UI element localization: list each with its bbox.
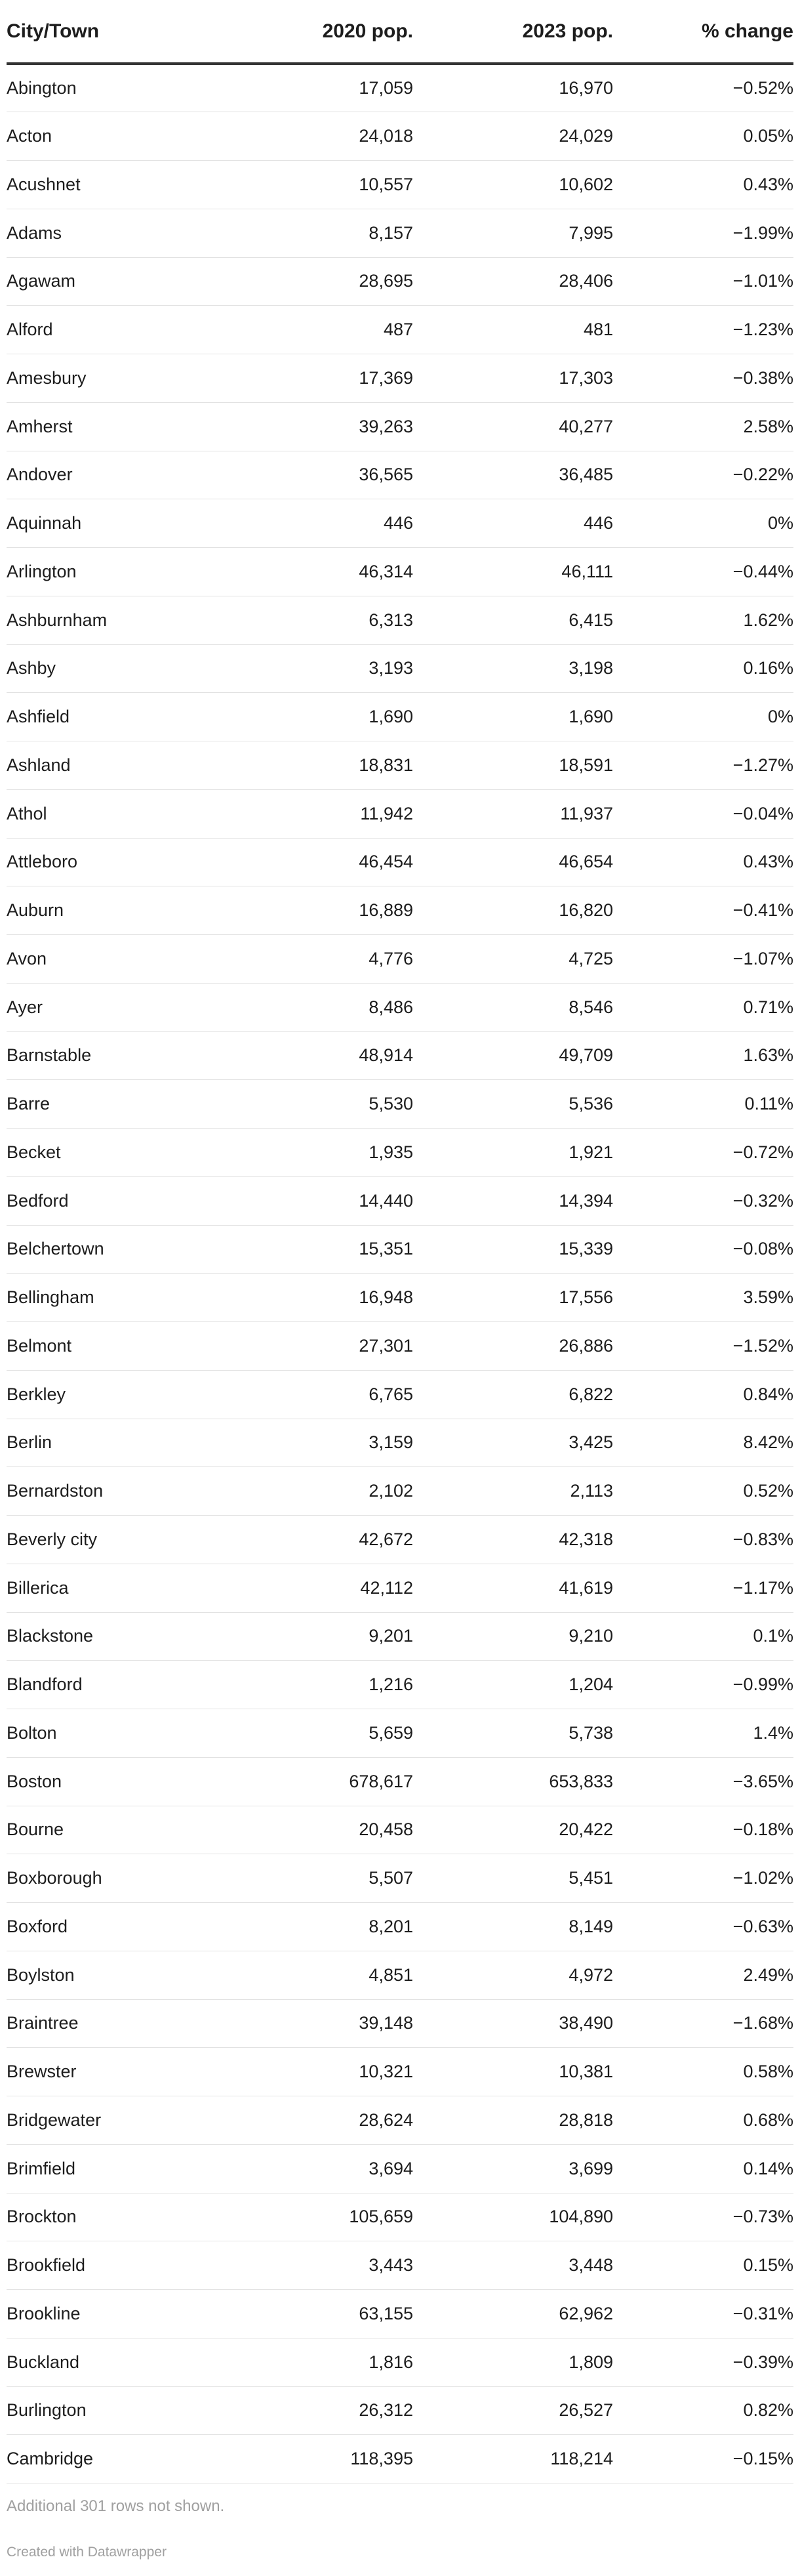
cell-2023-pop: 3,448 bbox=[413, 2241, 613, 2290]
cell-pct-change: −1.01% bbox=[613, 257, 793, 306]
cell-2023-pop: 62,962 bbox=[413, 2290, 613, 2338]
table-header bbox=[7, 0, 793, 64]
table-row bbox=[7, 1661, 793, 1709]
cell-2020-pop: 27,301 bbox=[223, 1322, 413, 1371]
cell-pct-change: 0.1% bbox=[613, 1612, 793, 1661]
cell-2023-pop: 16,820 bbox=[413, 886, 613, 935]
cell-2020-pop: 16,889 bbox=[223, 886, 413, 935]
cell-pct-change: −0.73% bbox=[613, 2193, 793, 2241]
cell-pct-change: −1.27% bbox=[613, 741, 793, 790]
cell-2020-pop: 118,395 bbox=[223, 2435, 413, 2483]
cell-city-town: Acushnet bbox=[7, 161, 223, 209]
table-row bbox=[7, 1129, 793, 1177]
table-row bbox=[7, 2144, 793, 2193]
cell-2020-pop: 28,624 bbox=[223, 2096, 413, 2145]
cell-city-town: Adams bbox=[7, 209, 223, 257]
cell-pct-change: 0.68% bbox=[613, 2096, 793, 2145]
table-row bbox=[7, 2096, 793, 2145]
cell-pct-change: −0.41% bbox=[613, 886, 793, 935]
cell-2023-pop: 1,809 bbox=[413, 2338, 613, 2386]
cell-pct-change: −0.22% bbox=[613, 451, 793, 499]
table-row bbox=[7, 1854, 793, 1903]
cell-2023-pop: 16,970 bbox=[413, 64, 613, 112]
cell-2023-pop: 5,536 bbox=[413, 1080, 613, 1129]
cell-city-town: Brockton bbox=[7, 2193, 223, 2241]
cell-pct-change: −1.02% bbox=[613, 1854, 793, 1903]
cell-city-town: Boxborough bbox=[7, 1854, 223, 1903]
cell-2020-pop: 46,314 bbox=[223, 548, 413, 596]
cell-city-town: Brookfield bbox=[7, 2241, 223, 2290]
table-row bbox=[7, 596, 793, 644]
cell-2023-pop: 9,210 bbox=[413, 1612, 613, 1661]
cell-2023-pop: 20,422 bbox=[413, 1806, 613, 1854]
cell-city-town: Blackstone bbox=[7, 1612, 223, 1661]
cell-pct-change: 0.71% bbox=[613, 983, 793, 1031]
table-row bbox=[7, 2048, 793, 2096]
table-row bbox=[7, 1806, 793, 1854]
cell-pct-change: 0% bbox=[613, 693, 793, 741]
cell-2023-pop: 5,738 bbox=[413, 1709, 613, 1758]
cell-2023-pop: 10,602 bbox=[413, 161, 613, 209]
header-2020-pop[interactable]: 2020 pop. bbox=[223, 0, 413, 64]
cell-pct-change: 8.42% bbox=[613, 1419, 793, 1467]
cell-2020-pop: 3,694 bbox=[223, 2144, 413, 2193]
cell-pct-change: −0.83% bbox=[613, 1516, 793, 1564]
table-row bbox=[7, 644, 793, 693]
table-row bbox=[7, 983, 793, 1031]
table-row bbox=[7, 1176, 793, 1225]
table-row bbox=[7, 1322, 793, 1371]
datawrapper-credit[interactable]: Created with Datawrapper bbox=[7, 2545, 167, 2560]
cell-pct-change: 0.15% bbox=[613, 2241, 793, 2290]
table-row bbox=[7, 451, 793, 499]
cell-city-town: Abington bbox=[7, 64, 223, 112]
cell-pct-change: −1.07% bbox=[613, 935, 793, 984]
cell-city-town: Athol bbox=[7, 789, 223, 838]
table-row bbox=[7, 693, 793, 741]
cell-2023-pop: 4,725 bbox=[413, 935, 613, 984]
cell-pct-change: −0.31% bbox=[613, 2290, 793, 2338]
cell-city-town: Berkley bbox=[7, 1370, 223, 1419]
cell-city-town: Burlington bbox=[7, 2386, 223, 2435]
cell-pct-change: −0.38% bbox=[613, 354, 793, 403]
cell-2023-pop: 6,822 bbox=[413, 1370, 613, 1419]
cell-2023-pop: 6,415 bbox=[413, 596, 613, 644]
cell-2023-pop: 38,490 bbox=[413, 1999, 613, 2048]
cell-2020-pop: 2,102 bbox=[223, 1467, 413, 1516]
cell-pct-change: −0.18% bbox=[613, 1806, 793, 1854]
cell-2023-pop: 3,699 bbox=[413, 2144, 613, 2193]
table-row bbox=[7, 548, 793, 596]
cell-pct-change: 0% bbox=[613, 499, 793, 548]
cell-pct-change: −0.99% bbox=[613, 1661, 793, 1709]
cell-pct-change: 0.14% bbox=[613, 2144, 793, 2193]
table-row bbox=[7, 1419, 793, 1467]
cell-pct-change: −0.63% bbox=[613, 1903, 793, 1951]
table-row bbox=[7, 1274, 793, 1322]
cell-pct-change: −0.39% bbox=[613, 2338, 793, 2386]
cell-2020-pop: 39,263 bbox=[223, 402, 413, 451]
cell-2023-pop: 2,113 bbox=[413, 1467, 613, 1516]
cell-pct-change: −0.04% bbox=[613, 789, 793, 838]
cell-2023-pop: 4,972 bbox=[413, 1951, 613, 1999]
cell-2023-pop: 10,381 bbox=[413, 2048, 613, 2096]
table-row bbox=[7, 741, 793, 790]
cell-pct-change: 0.43% bbox=[613, 161, 793, 209]
cell-city-town: Barre bbox=[7, 1080, 223, 1129]
header-2023-pop[interactable]: 2023 pop. bbox=[413, 0, 613, 64]
table-row bbox=[7, 838, 793, 886]
cell-2023-pop: 5,451 bbox=[413, 1854, 613, 1903]
table-body bbox=[7, 64, 793, 2483]
cell-2020-pop: 28,695 bbox=[223, 257, 413, 306]
cell-2023-pop: 28,818 bbox=[413, 2096, 613, 2145]
cell-pct-change: −0.44% bbox=[613, 548, 793, 596]
table-row bbox=[7, 257, 793, 306]
cell-2023-pop: 42,318 bbox=[413, 1516, 613, 1564]
cell-2023-pop: 1,204 bbox=[413, 1661, 613, 1709]
table-row bbox=[7, 2241, 793, 2290]
cell-2020-pop: 3,193 bbox=[223, 644, 413, 693]
cell-city-town: Andover bbox=[7, 451, 223, 499]
cell-2020-pop: 46,454 bbox=[223, 838, 413, 886]
cell-city-town: Brookline bbox=[7, 2290, 223, 2338]
cell-pct-change: −0.52% bbox=[613, 64, 793, 112]
table-row bbox=[7, 2435, 793, 2483]
cell-pct-change: 2.58% bbox=[613, 402, 793, 451]
cell-2020-pop: 14,440 bbox=[223, 1176, 413, 1225]
cell-pct-change: −0.08% bbox=[613, 1225, 793, 1274]
cell-2020-pop: 11,942 bbox=[223, 789, 413, 838]
cell-2023-pop: 14,394 bbox=[413, 1176, 613, 1225]
table-row bbox=[7, 354, 793, 403]
cell-2020-pop: 15,351 bbox=[223, 1225, 413, 1274]
cell-pct-change: 1.4% bbox=[613, 1709, 793, 1758]
cell-2020-pop: 8,201 bbox=[223, 1903, 413, 1951]
cell-pct-change: −0.32% bbox=[613, 1176, 793, 1225]
cell-2020-pop: 678,617 bbox=[223, 1757, 413, 1806]
cell-pct-change: −1.52% bbox=[613, 1322, 793, 1371]
cell-2020-pop: 20,458 bbox=[223, 1806, 413, 1854]
cell-pct-change: 0.11% bbox=[613, 1080, 793, 1129]
cell-city-town: Bellingham bbox=[7, 1274, 223, 1322]
cell-pct-change: 0.82% bbox=[613, 2386, 793, 2435]
cell-city-town: Amherst bbox=[7, 402, 223, 451]
cell-city-town: Ashby bbox=[7, 644, 223, 693]
table-row bbox=[7, 1467, 793, 1516]
table-row bbox=[7, 64, 793, 112]
cell-pct-change: −1.23% bbox=[613, 306, 793, 354]
table-container bbox=[7, 0, 793, 2560]
cell-city-town: Ashburnham bbox=[7, 596, 223, 644]
cell-2023-pop: 28,406 bbox=[413, 257, 613, 306]
cell-2023-pop: 41,619 bbox=[413, 1564, 613, 1612]
cell-2020-pop: 17,369 bbox=[223, 354, 413, 403]
table-row bbox=[7, 935, 793, 984]
cell-pct-change: 0.52% bbox=[613, 1467, 793, 1516]
cell-2023-pop: 18,591 bbox=[413, 741, 613, 790]
cell-city-town: Beverly city bbox=[7, 1516, 223, 1564]
cell-pct-change: −1.68% bbox=[613, 1999, 793, 2048]
cell-2020-pop: 6,313 bbox=[223, 596, 413, 644]
cell-2023-pop: 36,485 bbox=[413, 451, 613, 499]
cell-2023-pop: 8,149 bbox=[413, 1903, 613, 1951]
cell-pct-change: 0.43% bbox=[613, 838, 793, 886]
table-row bbox=[7, 306, 793, 354]
table-row bbox=[7, 789, 793, 838]
cell-2023-pop: 46,111 bbox=[413, 548, 613, 596]
table-row bbox=[7, 2193, 793, 2241]
table-row bbox=[7, 1903, 793, 1951]
table-row bbox=[7, 1612, 793, 1661]
cell-2020-pop: 8,157 bbox=[223, 209, 413, 257]
cell-2020-pop: 36,565 bbox=[223, 451, 413, 499]
cell-2020-pop: 5,659 bbox=[223, 1709, 413, 1758]
cell-2020-pop: 1,216 bbox=[223, 1661, 413, 1709]
cell-2023-pop: 8,546 bbox=[413, 983, 613, 1031]
cell-city-town: Amesbury bbox=[7, 354, 223, 403]
cell-2020-pop: 42,672 bbox=[223, 1516, 413, 1564]
cell-city-town: Boxford bbox=[7, 1903, 223, 1951]
cell-pct-change: 0.84% bbox=[613, 1370, 793, 1419]
cell-pct-change: 1.63% bbox=[613, 1031, 793, 1080]
cell-2023-pop: 1,921 bbox=[413, 1129, 613, 1177]
cell-2020-pop: 5,507 bbox=[223, 1854, 413, 1903]
table-row bbox=[7, 112, 793, 161]
cell-2020-pop: 1,935 bbox=[223, 1129, 413, 1177]
cell-2023-pop: 118,214 bbox=[413, 2435, 613, 2483]
cell-2020-pop: 26,312 bbox=[223, 2386, 413, 2435]
cell-city-town: Boston bbox=[7, 1757, 223, 1806]
cell-city-town: Agawam bbox=[7, 257, 223, 306]
cell-2023-pop: 11,937 bbox=[413, 789, 613, 838]
cell-2023-pop: 40,277 bbox=[413, 402, 613, 451]
cell-city-town: Brimfield bbox=[7, 2144, 223, 2193]
cell-city-town: Berlin bbox=[7, 1419, 223, 1467]
table-row bbox=[7, 209, 793, 257]
cell-2020-pop: 8,486 bbox=[223, 983, 413, 1031]
cell-city-town: Bridgewater bbox=[7, 2096, 223, 2145]
cell-city-town: Belchertown bbox=[7, 1225, 223, 1274]
cell-2023-pop: 481 bbox=[413, 306, 613, 354]
table-row bbox=[7, 1370, 793, 1419]
table-row bbox=[7, 886, 793, 935]
cell-city-town: Auburn bbox=[7, 886, 223, 935]
table-row bbox=[7, 1031, 793, 1080]
cell-2020-pop: 487 bbox=[223, 306, 413, 354]
cell-city-town: Buckland bbox=[7, 2338, 223, 2386]
table-row bbox=[7, 161, 793, 209]
cell-2020-pop: 18,831 bbox=[223, 741, 413, 790]
cell-pct-change: −1.17% bbox=[613, 1564, 793, 1612]
cell-city-town: Avon bbox=[7, 935, 223, 984]
table-row bbox=[7, 1080, 793, 1129]
cell-pct-change: 3.59% bbox=[613, 1274, 793, 1322]
table-notes: Additional 301 rows not shown. bbox=[7, 2497, 225, 2515]
table-row bbox=[7, 1709, 793, 1758]
cell-2020-pop: 446 bbox=[223, 499, 413, 548]
cell-2023-pop: 26,886 bbox=[413, 1322, 613, 1371]
cell-city-town: Arlington bbox=[7, 548, 223, 596]
table-row bbox=[7, 1999, 793, 2048]
cell-pct-change: 0.58% bbox=[613, 2048, 793, 2096]
cell-city-town: Aquinnah bbox=[7, 499, 223, 548]
cell-2023-pop: 3,425 bbox=[413, 1419, 613, 1467]
cell-2020-pop: 9,201 bbox=[223, 1612, 413, 1661]
cell-city-town: Alford bbox=[7, 306, 223, 354]
cell-city-town: Bedford bbox=[7, 1176, 223, 1225]
cell-pct-change: −0.15% bbox=[613, 2435, 793, 2483]
header-pct-change[interactable]: % change bbox=[613, 0, 793, 64]
cell-pct-change: 1.62% bbox=[613, 596, 793, 644]
cell-2020-pop: 10,557 bbox=[223, 161, 413, 209]
cell-2020-pop: 42,112 bbox=[223, 1564, 413, 1612]
table-row bbox=[7, 2338, 793, 2386]
cell-2023-pop: 3,198 bbox=[413, 644, 613, 693]
cell-2023-pop: 46,654 bbox=[413, 838, 613, 886]
population-table bbox=[7, 0, 793, 2483]
cell-2020-pop: 3,159 bbox=[223, 1419, 413, 1467]
cell-city-town: Braintree bbox=[7, 1999, 223, 2048]
cell-city-town: Bourne bbox=[7, 1806, 223, 1854]
table-row bbox=[7, 402, 793, 451]
table-row bbox=[7, 1757, 793, 1806]
cell-2023-pop: 7,995 bbox=[413, 209, 613, 257]
cell-city-town: Belmont bbox=[7, 1322, 223, 1371]
cell-city-town: Cambridge bbox=[7, 2435, 223, 2483]
cell-2023-pop: 17,556 bbox=[413, 1274, 613, 1322]
table-row bbox=[7, 1516, 793, 1564]
table-row bbox=[7, 2386, 793, 2435]
cell-2023-pop: 104,890 bbox=[413, 2193, 613, 2241]
cell-city-town: Billerica bbox=[7, 1564, 223, 1612]
cell-city-town: Acton bbox=[7, 112, 223, 161]
cell-city-town: Attleboro bbox=[7, 838, 223, 886]
cell-2020-pop: 4,776 bbox=[223, 935, 413, 984]
cell-city-town: Ayer bbox=[7, 983, 223, 1031]
cell-2020-pop: 39,148 bbox=[223, 1999, 413, 2048]
cell-pct-change: 2.49% bbox=[613, 1951, 793, 1999]
cell-2020-pop: 6,765 bbox=[223, 1370, 413, 1419]
cell-city-town: Becket bbox=[7, 1129, 223, 1177]
cell-2020-pop: 24,018 bbox=[223, 112, 413, 161]
table-row bbox=[7, 1225, 793, 1274]
cell-2020-pop: 105,659 bbox=[223, 2193, 413, 2241]
cell-city-town: Ashfield bbox=[7, 693, 223, 741]
table-row bbox=[7, 1564, 793, 1612]
cell-2020-pop: 10,321 bbox=[223, 2048, 413, 2096]
cell-2023-pop: 17,303 bbox=[413, 354, 613, 403]
cell-city-town: Bolton bbox=[7, 1709, 223, 1758]
cell-city-town: Barnstable bbox=[7, 1031, 223, 1080]
cell-2023-pop: 24,029 bbox=[413, 112, 613, 161]
cell-2023-pop: 1,690 bbox=[413, 693, 613, 741]
cell-pct-change: −1.99% bbox=[613, 209, 793, 257]
cell-pct-change: −3.65% bbox=[613, 1757, 793, 1806]
cell-2020-pop: 16,948 bbox=[223, 1274, 413, 1322]
cell-pct-change: −0.72% bbox=[613, 1129, 793, 1177]
cell-pct-change: 0.16% bbox=[613, 644, 793, 693]
cell-2023-pop: 49,709 bbox=[413, 1031, 613, 1080]
cell-city-town: Boylston bbox=[7, 1951, 223, 1999]
cell-city-town: Bernardston bbox=[7, 1467, 223, 1516]
table-row bbox=[7, 2290, 793, 2338]
cell-2020-pop: 48,914 bbox=[223, 1031, 413, 1080]
cell-2023-pop: 15,339 bbox=[413, 1225, 613, 1274]
header-row bbox=[7, 0, 793, 64]
cell-2020-pop: 3,443 bbox=[223, 2241, 413, 2290]
cell-2020-pop: 17,059 bbox=[223, 64, 413, 112]
table-row bbox=[7, 499, 793, 548]
cell-city-town: Blandford bbox=[7, 1661, 223, 1709]
cell-2020-pop: 63,155 bbox=[223, 2290, 413, 2338]
header-city-town[interactable]: City/Town bbox=[7, 0, 223, 64]
cell-city-town: Ashland bbox=[7, 741, 223, 790]
table-row bbox=[7, 1951, 793, 1999]
cell-2020-pop: 5,530 bbox=[223, 1080, 413, 1129]
cell-2020-pop: 4,851 bbox=[223, 1951, 413, 1999]
cell-pct-change: 0.05% bbox=[613, 112, 793, 161]
cell-2023-pop: 446 bbox=[413, 499, 613, 548]
cell-2023-pop: 26,527 bbox=[413, 2386, 613, 2435]
cell-2023-pop: 653,833 bbox=[413, 1757, 613, 1806]
cell-2020-pop: 1,816 bbox=[223, 2338, 413, 2386]
cell-city-town: Brewster bbox=[7, 2048, 223, 2096]
cell-2020-pop: 1,690 bbox=[223, 693, 413, 741]
